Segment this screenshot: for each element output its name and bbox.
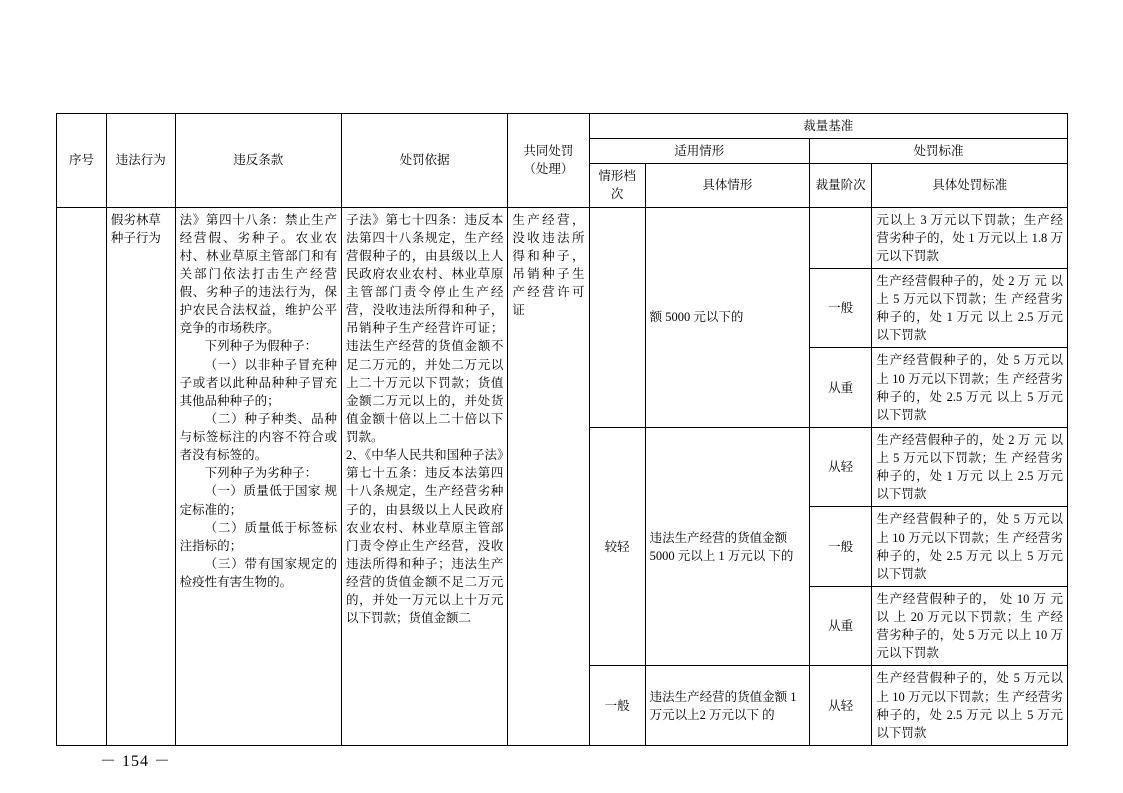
- clause-para-8: （三）带有国家规定的检疫性有害生物的。: [179, 556, 337, 589]
- cell-seq: [57, 207, 107, 745]
- cell-specific-situation-2: 违法生产经营的货值金额 5000 元以上 1 万元以 下的: [645, 427, 809, 666]
- header-seq: 序号: [57, 114, 107, 208]
- penalty-discretion-table: [56, 113, 1068, 746]
- cell-discretion-level: 从轻: [809, 427, 871, 507]
- clause-para-1: 法》第四十八条：禁止生产经营假、劣种子。农业农村、林业草原主管部门和有关部门依法打击生产经营假、劣种子的违法行为，保护农民合法权益，维护公平竞争的市场秩序。: [179, 212, 337, 336]
- table-header-row-1: [57, 114, 1068, 139]
- header-joint-penalty: 共同处罚（处理）: [508, 114, 589, 208]
- cell-specific-situation-3: 违法生产经营的货值金额 1 万元以上2 万元以下 的: [645, 666, 809, 746]
- header-situation-grade: 情形档次: [589, 164, 645, 207]
- basis-para-2: 2、《中华人民共和国种子法》第七十五条：违反本法第四十八条规定，生产经营劣种子的，由县级以上人民政府农业农村、林业草原主管部门责令停止生产经营，没收违法所得和种子；违法生产经营的货值金额不足二万元的，并处一万元以上十万元以下罚款；货值金额二: [345, 448, 504, 626]
- header-penalty-basis: 处罚依据: [341, 114, 507, 208]
- cell-specific-penalty-standard: 生产经营假种子的，处 2 万 元 以 上 5 万元以下罚款；生 产经营劣种子的，处 1 万元 以上 2.5 万元以下罚款: [872, 268, 1068, 348]
- header-specific-situation: 具体情形: [645, 164, 809, 207]
- cell-situation-grade-2: 较轻: [589, 427, 645, 666]
- table-row: [57, 207, 1068, 268]
- basis-para-1: 子法》第七十四条：违反本法第四十八条规定，生产经营假种子的，由县级以上人民政府农业农村、林业草原主管部门责令停止生产经营，没收违法所得和种子，吊销种子生产经营许可证；违法生产经营的货值金额不足二万元的，并处二万元以上二十万元以下罚款；货值金额二万元以上的，并处货值金额十倍以上二十倍以下罚款。: [345, 212, 504, 444]
- header-penalty-standard: 处罚标准: [809, 139, 1067, 164]
- cell-illegal-act: 假劣林草种子行为: [106, 207, 175, 745]
- cell-discretion-level: 从重: [809, 348, 871, 428]
- cell-situation-grade-1: [589, 207, 645, 427]
- page-number: － 154 －: [100, 753, 172, 770]
- cell-specific-penalty-standard: 元以上 3 万元以下罚款；生产经营劣种子的，处 1 万元以上 1.8 万元以下罚款: [872, 207, 1068, 268]
- clause-para-6: （一）质量低于国家 规定标准的；: [179, 484, 337, 517]
- cell-discretion-level: [809, 207, 871, 268]
- clause-para-5: 下列种子为劣种子：: [204, 466, 318, 481]
- header-discretion-level: 裁量阶次: [809, 164, 871, 207]
- cell-specific-penalty-standard: 生产经营假种子的，处 5 万元以上 10 万元以下罚款；生 产经营劣种子的，处 2.5 万元 以上 5 万元以下罚款: [872, 666, 1068, 746]
- cell-specific-penalty-standard: 生产经营假种子的，处 5 万元以上 10 万元以下罚款；生 产经营劣种子的，处 2.5 万元 以上 5 万元以下罚款: [872, 348, 1068, 428]
- cell-situation-grade-3: 一般: [589, 666, 645, 746]
- cell-discretion-level: 一般: [809, 268, 871, 348]
- header-specific-penalty-standard: 具体处罚标准: [872, 164, 1068, 207]
- clause-para-3: （一）以非种子冒充种子或者以此种品种种子冒充其他品种种子的；: [179, 357, 337, 408]
- cell-violated-clause: [175, 207, 341, 745]
- header-illegal-act: 违法行为: [106, 114, 175, 208]
- cell-specific-penalty-standard: 生产经营假种子的， 处 10 万 元 以 上 20 万元以下罚款；生 产经营劣种子的，处 5 万元 以上 10 万元以下罚款: [872, 586, 1068, 666]
- header-discretion-standard: 裁量基准: [589, 114, 1068, 139]
- cell-specific-penalty-standard: 生产经营假种子的，处 2 万 元 以 上 5 万元以下罚款；生 产经营劣种子的，处 1 万元 以上 2.5 万元以下罚款: [872, 427, 1068, 507]
- clause-para-2: 下列种子为假种子：: [204, 339, 318, 354]
- clause-para-7: （二）质量低于标签标注指标的；: [179, 520, 337, 553]
- cell-joint-penalty: 生产经营，没收违法所得和种子，吊销种子生产经营许可证: [508, 207, 589, 745]
- header-violated-clause: 违反条款: [175, 114, 341, 208]
- cell-discretion-level: 一般: [809, 507, 871, 587]
- cell-penalty-basis: [341, 207, 507, 745]
- cell-specific-penalty-standard: 生产经营假种子的，处 5 万元以上 10 万元以下罚款；生 产经营劣种子的，处 2.5 万元 以上 5 万元以下罚款: [872, 507, 1068, 587]
- header-applicable-situation: 适用情形: [589, 139, 809, 164]
- cell-discretion-level: 从轻: [809, 666, 871, 746]
- cell-discretion-level: 从重: [809, 586, 871, 666]
- clause-para-4: （二）种子种类、品种与标签标注的内容不符合或者没有标签的。: [179, 411, 337, 463]
- cell-specific-situation-1: 额 5000 元以下的: [645, 207, 809, 427]
